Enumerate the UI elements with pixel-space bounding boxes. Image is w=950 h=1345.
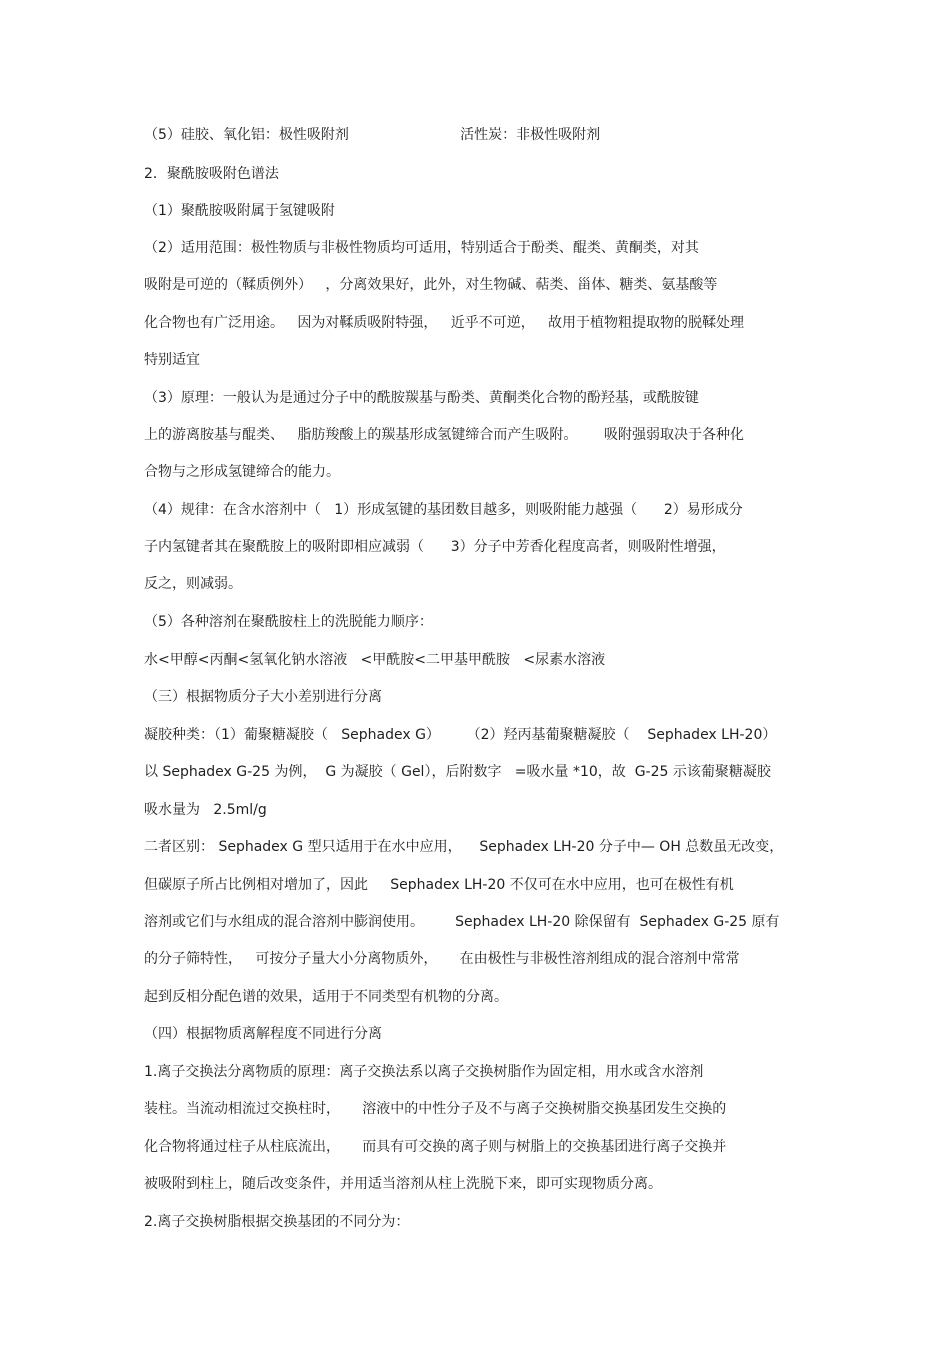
- text-line-15: 水<甲醇<丙酮<氢氧化钠水溶液 <甲酰胺<二甲基甲酰胺 <尿素水溶液: [144, 652, 606, 668]
- text-line-18: 以 Sephadex G-25 为例， G 为凝胶（ Gel），后附数字 =吸水量 *10，故 G-25 示该葡聚糖凝胶: [144, 764, 771, 780]
- text-line-6: 化合物也有广泛用途。 因为对鞣质吸附特强， 近乎不可逆， 故用于植物粗提取物的脱鞣处理: [144, 315, 745, 331]
- text-line-7: 特别适宜: [144, 352, 200, 368]
- text-line-5: 吸附是可逆的（鞣质例外） ，分离效果好，此外，对生物碱、萜类、甾体、糖类、氨基酸等: [144, 277, 718, 293]
- text-line-4: （2）适用范围：极性物质与非极性物质均可适用，特别适合于酚类、醌类、黄酮类，对其: [144, 240, 699, 256]
- text-line-30: 2.离子交换树脂根据交换基团的不同分为：: [144, 1214, 410, 1230]
- text-line-10: 合物与之形成氢键缔合的能力。: [144, 464, 340, 480]
- text-line-19: 吸水量为 2.5ml/g: [144, 802, 267, 818]
- text-line-12: 子内氢键者其在聚酰胺上的吸附即相应减弱（ 3）分子中芳香化程度高者，则吸附性增强，: [144, 539, 726, 555]
- text-line-17: 凝胶种类：（1）葡聚糖凝胶（ Sephadex G） （2）羟丙基葡聚糖凝胶（ Sephadex LH-20）: [144, 727, 777, 743]
- text-line-14: （5）各种溶剂在聚酰胺柱上的洗脱能力顺序：: [144, 614, 433, 630]
- text-line-11: （4）规律：在含水溶剂中（ 1）形成氢键的基团数目越多，则吸附能力越强（ 2）易形成分: [144, 502, 743, 518]
- text-line-20: 二者区别： Sephadex G 型只适用于在水中应用， Sephadex LH-20 分子中— OH 总数虽无改变，: [144, 839, 784, 855]
- text-line-29: 被吸附到柱上，随后改变条件，并用适当溶剂从柱上洗脱下来，即可实现物质分离。: [144, 1176, 662, 1192]
- text-line-16: （三）根据物质分子大小差别进行分离: [144, 689, 382, 705]
- text-line-23: 的分子筛特性， 可按分子量大小分离物质外， 在由极性与非极性溶剂组成的混合溶剂中常常: [144, 951, 740, 967]
- text-line-22: 溶剂或它们与水组成的混合溶剂中膨润使用。 Sephadex LH-20 除保留有 Sephadex G-25 原有: [144, 914, 780, 930]
- text-line-3: （1）聚酰胺吸附属于氢键吸附: [144, 203, 335, 219]
- text-line-26: 1.离子交换法分离物质的原理：离子交换法系以离子交换树脂作为固定相，用水或含水溶剂: [144, 1064, 704, 1080]
- text-line-25: （四）根据物质离解程度不同进行分离: [144, 1026, 382, 1042]
- text-line-2: 2．聚酰胺吸附色谱法: [144, 166, 279, 182]
- text-line-27: 装柱。当流动相流过交换柱时， 溶液中的中性分子及不与离子交换树脂交换基团发生交换的: [144, 1101, 727, 1117]
- text-line-8: （3）原理：一般认为是通过分子中的酰胺羰基与酚类、黄酮类化合物的酚羟基，或酰胺键: [144, 390, 699, 406]
- text-line-13: 反之，则减弱。: [144, 576, 242, 592]
- text-line-21: 但碳原子所占比例相对增加了，因此 Sephadex LH-20 不仅可在水中应用，也可在极性有机: [144, 877, 734, 893]
- text-line-1: （5）硅胶、氧化铝：极性吸附剂 活性炭：非极性吸附剂: [144, 127, 601, 143]
- text-line-24: 起到反相分配色谱的效果，适用于不同类型有机物的分离。: [144, 989, 508, 1005]
- text-line-28: 化合物将通过柱子从柱底流出， 而具有可交换的离子则与树脂上的交换基团进行离子交换并: [144, 1139, 727, 1155]
- text-line-9: 上的游离胺基与醌类、 脂肪羧酸上的羰基形成氢键缔合而产生吸附。 吸附强弱取决于各种化: [144, 427, 745, 443]
